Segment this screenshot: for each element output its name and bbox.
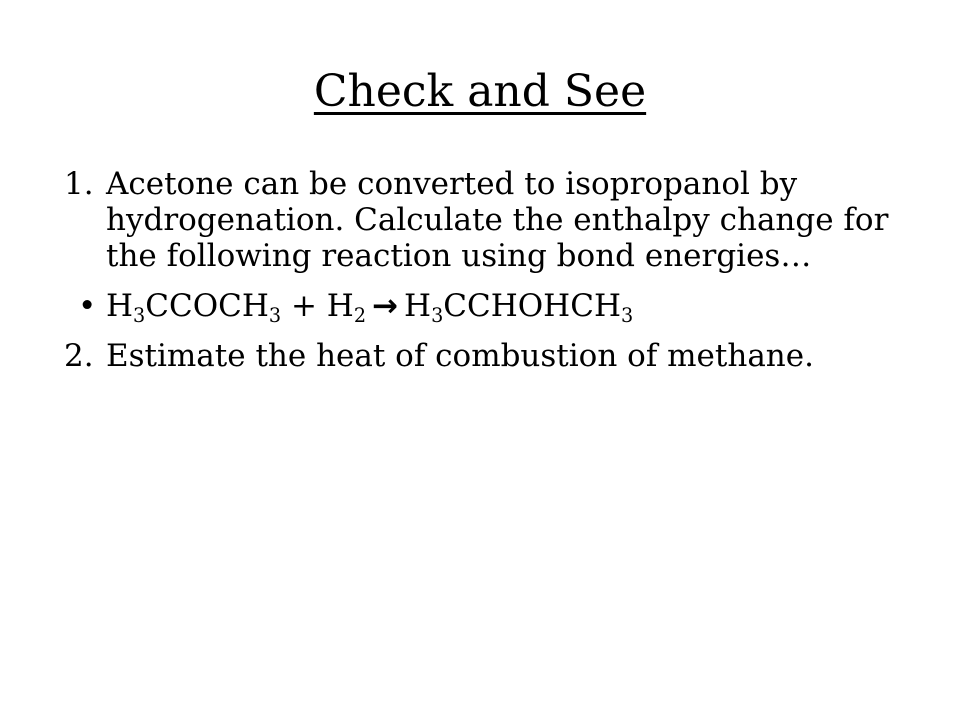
- plus-sign: +: [281, 288, 327, 324]
- product-b: CCHOHCH: [443, 288, 621, 324]
- product-a: H: [404, 288, 432, 324]
- reactant1-b: CCOCH: [145, 288, 269, 324]
- bullet-marker: •: [78, 288, 97, 324]
- list-item-2-text: Estimate the heat of combustion of methane.: [106, 338, 814, 374]
- product-sub1: 3: [431, 304, 444, 328]
- slide-title: [0, 62, 960, 122]
- list-item-1: [64, 166, 904, 274]
- slide-title-text: Check and See: [313, 66, 647, 117]
- reactant1-a: H: [106, 288, 134, 324]
- list-item-1-text: Acetone can be converted to isopropanol by hydrogenation. Calculate the enthalpy change for the following reaction using bond energies…: [106, 166, 889, 274]
- reactant1-sub2: 3: [268, 304, 282, 328]
- slide-body: [64, 166, 904, 388]
- list-item-equation: [64, 288, 904, 328]
- product-sub2: 3: [620, 304, 634, 328]
- reactant2-sub: 2: [353, 304, 367, 328]
- reactant2: H: [326, 288, 354, 324]
- list-marker-2: 2.: [64, 338, 94, 374]
- list-marker-1: 1.: [64, 166, 94, 202]
- reaction-arrow-icon: →: [372, 288, 399, 324]
- reactant1-sub1: 3: [133, 304, 146, 328]
- list-item-2: [64, 338, 904, 374]
- reaction-equation: [106, 288, 904, 328]
